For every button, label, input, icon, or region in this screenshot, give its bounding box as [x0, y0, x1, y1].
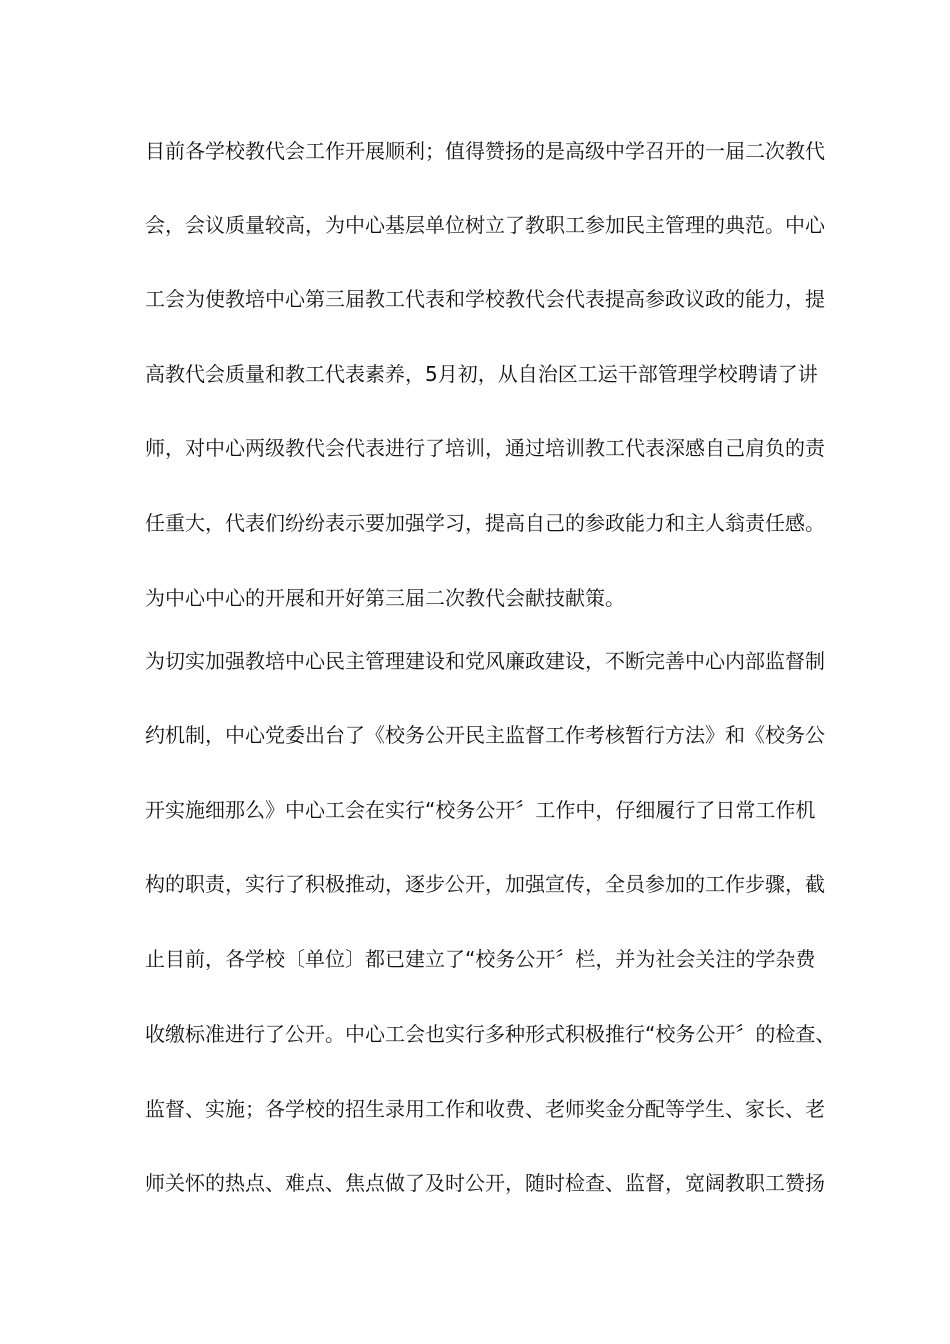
text-line: 目前各学校教代会工作开展顺利；值得赞扬的是高级中学召开的一届二次教代 [145, 139, 825, 163]
text-line: 会，会议质量较高，为中心基层单位树立了教职工参加民主管理的典范。中心 [145, 213, 825, 237]
text-line: 收缴标准进行了公开。中心工会也实行多种形式积极推行“校务公开〞的检查、 [145, 1022, 836, 1046]
text-line: 构的职责，实行了积极推动，逐步公开，加强宣传，全员参加的工作步骤，截 [145, 872, 825, 896]
text-line: 为切实加强教培中心民主管理建设和党风廉政建设，不断完善中心内部监督制 [145, 649, 825, 673]
text-line: 工会为使教培中心第三届教工代表和学校教代会代表提高参政议政的能力，提 [145, 287, 825, 311]
text-line: 开实施细那么》中心工会在实行“校务公开〞工作中，仔细履行了日常工作机 [145, 798, 816, 822]
text-line: 约机制，中心党委出台了《校务公开民主监督工作考核暂行方法》和《校务公 [145, 723, 825, 747]
text-line: 任重大，代表们纷纷表示要加强学习，提高自己的参政能力和主人翁责任感。 [145, 511, 825, 535]
text-line: 为中心中心的开展和开好第三届二次教代会献技献策。 [145, 586, 625, 610]
text-line: 高教代会质量和教工代表素养，5月初，从自治区工运干部管理学校聘请了讲 [145, 362, 818, 386]
text-line: 止目前，各学校〔单位〕都已建立了“校务公开〞栏，并为社会关注的学杂费 [145, 947, 816, 971]
text-line: 师，对中心两级教代会代表进行了培训，通过培训教工代表深感自己肩负的责 [145, 436, 825, 460]
text-line: 监督、实施；各学校的招生录用工作和收费、老师奖金分配等学生、家长、老 [145, 1097, 825, 1121]
text-line: 师关怀的热点、难点、焦点做了及时公开，随时检查、监督，宽阔教职工赞扬 [145, 1171, 825, 1195]
